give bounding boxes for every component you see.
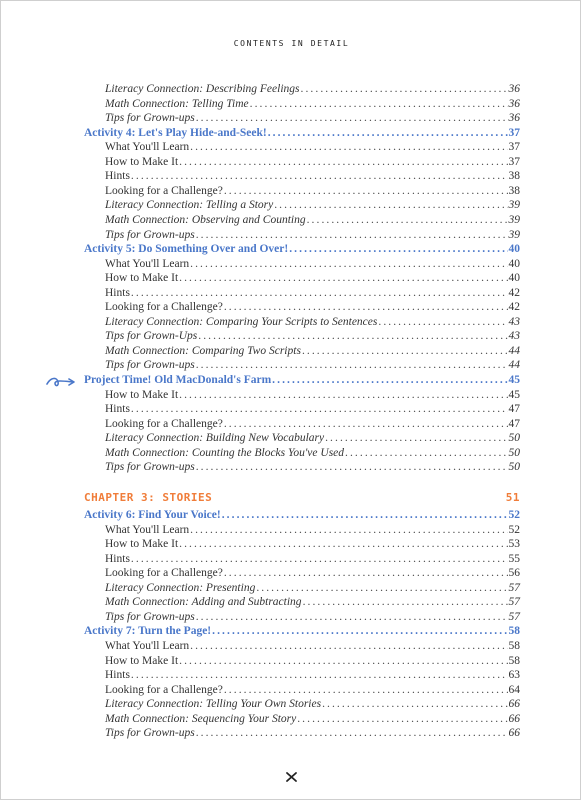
toc-activity-entry <box>84 374 520 388</box>
entry-page-number: 47 <box>508 417 520 430</box>
entry-title: What You'll Learn <box>105 523 190 536</box>
dot-leader <box>256 582 507 594</box>
dot-leader <box>250 98 508 110</box>
dot-leader <box>224 185 508 197</box>
toc-entry <box>105 345 520 359</box>
toc-entry <box>105 214 520 228</box>
entry-title: How to Make It <box>105 155 179 168</box>
entry-title: Looking for a Challenge? <box>105 567 223 580</box>
toc-entry <box>105 185 520 199</box>
entry-title: Literacy Connection: Comparing Your Scripts to Sentences <box>105 315 378 328</box>
entry-title: Activity 4: Let's Play Hide-and-Seek! <box>84 126 267 139</box>
dot-leader <box>196 112 508 124</box>
dot-leader <box>272 374 507 386</box>
entry-title: Looking for a Challenge? <box>105 417 223 430</box>
entry-title: How to Make It <box>105 654 179 667</box>
entry-page-number: 40 <box>508 257 520 270</box>
entry-page-number: 57 <box>508 581 520 594</box>
entry-page-number: 57 <box>508 610 520 623</box>
entry-title: Looking for a Challenge? <box>105 301 223 314</box>
entry-title: Project Time! Old MacDonald's Farm <box>84 374 272 386</box>
toc-entry <box>105 330 520 344</box>
dot-leader <box>222 509 508 521</box>
entry-title: Activity 5: Do Something Over and Over! <box>84 243 289 256</box>
entry-title: Math Connection: Sequencing Your Story <box>105 712 297 725</box>
entry-title: Tips for Grown-ups <box>105 727 195 740</box>
entry-page-number: 42 <box>508 301 520 314</box>
dot-leader <box>378 316 507 328</box>
entry-page-number: 40 <box>508 243 520 256</box>
entry-title: Literacy Connection: Telling a Story <box>105 199 274 212</box>
dot-leader <box>224 301 508 313</box>
entry-title: Tips for Grown-ups <box>105 112 195 125</box>
toc-activity-entry <box>84 127 520 141</box>
entry-page-number: 56 <box>508 567 520 580</box>
entry-page-number: 39 <box>508 199 520 212</box>
entry-page-number: 57 <box>508 596 520 609</box>
entry-page-number: 38 <box>508 184 520 197</box>
chapter-heading <box>84 491 520 504</box>
dot-leader <box>131 553 508 565</box>
entry-title: Math Connection: Counting the Blocks You've Used <box>105 446 345 459</box>
dot-leader <box>196 229 508 241</box>
entry-page-number: 66 <box>508 712 520 725</box>
dot-leader <box>274 199 507 211</box>
entry-page-number: 36 <box>508 83 520 95</box>
dot-leader <box>190 640 507 652</box>
dot-leader <box>307 214 508 226</box>
toc-entry <box>105 684 520 698</box>
toc-entry <box>105 170 520 184</box>
dot-leader <box>179 538 507 550</box>
entry-page-number: 50 <box>508 461 520 474</box>
toc-entry <box>105 727 520 741</box>
entry-page-number: 55 <box>508 552 520 565</box>
entry-title: Tips for Grown-ups <box>105 461 195 474</box>
dot-leader <box>224 567 508 579</box>
toc-entry <box>105 713 520 727</box>
toc-entry <box>105 669 520 683</box>
entry-page-number: 44 <box>508 344 520 357</box>
entry-title: How to Make It <box>105 538 179 551</box>
toc-entry <box>105 418 520 432</box>
entry-title: Literacy Connection: Telling Your Own Stories <box>105 698 322 711</box>
entry-page-number: 45 <box>508 374 520 386</box>
toc-entry <box>105 447 520 461</box>
dot-leader <box>179 156 507 168</box>
toc-entry <box>105 199 520 213</box>
dot-leader <box>303 596 508 608</box>
dot-leader <box>196 611 508 623</box>
entry-page-number: 37 <box>508 126 520 139</box>
entry-page-number: 43 <box>508 315 520 328</box>
scratch-cat-icon <box>285 771 298 783</box>
toc-entry <box>105 98 520 112</box>
dot-leader <box>196 727 508 739</box>
dot-leader <box>131 170 508 182</box>
toc-entry <box>105 596 520 610</box>
toc-entry <box>105 258 520 272</box>
entry-page-number: 36 <box>508 112 520 125</box>
toc-entry <box>105 112 520 126</box>
dot-leader <box>302 345 508 357</box>
toc-activity-entry <box>84 625 520 639</box>
entry-title: Literacy Connection: Presenting <box>105 581 256 594</box>
toc-entry <box>105 156 520 170</box>
entry-page-number: 37 <box>508 155 520 168</box>
entry-title: Tips for Grown-ups <box>105 359 195 372</box>
entry-page-number: 50 <box>508 446 520 459</box>
entry-title: Hints <box>105 552 130 565</box>
entry-page-number: 50 <box>508 432 520 445</box>
toc-entry <box>105 141 520 155</box>
entry-title: Math Connection: Adding and Subtracting <box>105 596 302 609</box>
dot-leader <box>224 418 508 430</box>
toc-entry <box>105 461 520 475</box>
dot-leader <box>131 287 508 299</box>
entry-page-number: 64 <box>508 683 520 696</box>
entry-page-number: 53 <box>508 538 520 551</box>
dot-leader <box>190 141 507 153</box>
toc-entry <box>105 83 520 97</box>
entry-title: How to Make It <box>105 388 179 401</box>
toc-entry <box>105 553 520 567</box>
entry-page-number: 52 <box>508 509 520 521</box>
entry-page-number: 38 <box>508 170 520 183</box>
toc-entry <box>105 567 520 581</box>
dot-leader <box>224 684 508 696</box>
toc-entry <box>105 432 520 446</box>
dot-leader <box>268 127 508 139</box>
dot-leader <box>198 330 507 342</box>
entry-title: Activity 6: Find Your Voice! <box>84 509 221 521</box>
dot-leader <box>212 625 507 637</box>
entry-page-number: 66 <box>508 698 520 711</box>
dot-leader <box>196 461 508 473</box>
toc-entry <box>105 611 520 625</box>
entry-page-number: 58 <box>508 654 520 667</box>
entry-page-number: 43 <box>508 330 520 343</box>
entry-title: How to Make It <box>105 272 179 285</box>
entry-title: Activity 7: Turn the Page! <box>84 625 212 638</box>
entry-title: Tips for Grown-ups <box>105 228 195 241</box>
entry-title: What You'll Learn <box>105 257 190 270</box>
entry-page-number: 58 <box>508 625 520 638</box>
dot-leader <box>179 655 507 667</box>
toc-entry <box>105 655 520 669</box>
dot-leader <box>179 389 507 401</box>
dot-leader <box>131 403 508 415</box>
entry-title: Math Connection: Comparing Two Scripts <box>105 344 301 357</box>
entry-title: Hints <box>105 286 130 299</box>
entry-page-number: 63 <box>508 669 520 682</box>
entry-title: Hints <box>105 403 130 416</box>
toc-activity-entry <box>84 243 520 257</box>
dot-leader <box>325 432 507 444</box>
dot-leader <box>345 447 507 459</box>
entry-title: Tips for Grown-Ups <box>105 330 198 343</box>
dot-leader <box>301 83 508 95</box>
entry-page-number: 42 <box>508 286 520 299</box>
entry-title: Looking for a Challenge? <box>105 683 223 696</box>
toc-entry <box>105 287 520 301</box>
dot-leader <box>179 272 507 284</box>
entry-page-number: 39 <box>508 213 520 226</box>
entry-title: Tips for Grown-ups <box>105 610 195 623</box>
entry-title: Hints <box>105 669 130 682</box>
entry-page-number: 37 <box>508 141 520 154</box>
dot-leader <box>322 698 507 710</box>
entry-title: Hints <box>105 170 130 183</box>
toc-entry <box>105 698 520 712</box>
entry-page-number: 39 <box>508 228 520 241</box>
toc-entry <box>105 389 520 403</box>
chapter-title: CHAPTER 3: STORIES <box>84 491 213 504</box>
entry-page-number: 36 <box>508 97 520 110</box>
entry-page-number: 58 <box>508 639 520 652</box>
entry-title: Math Connection: Observing and Counting <box>105 213 306 226</box>
dot-leader <box>190 524 507 536</box>
arrow-icon <box>45 375 77 389</box>
entry-page-number: 40 <box>508 272 520 285</box>
dot-leader <box>196 359 508 371</box>
entry-title: Literacy Connection: Building New Vocabulary <box>105 432 325 445</box>
toc-entry <box>105 403 520 417</box>
entry-title: Literacy Connection: Describing Feelings <box>105 83 300 95</box>
toc-entry <box>105 582 520 596</box>
toc-entry <box>105 359 520 373</box>
dot-leader <box>131 669 508 681</box>
toc-entry <box>105 316 520 330</box>
toc-entry <box>105 524 520 538</box>
entry-page-number: 47 <box>508 403 520 416</box>
dot-leader <box>297 713 507 725</box>
entry-title: Math Connection: Telling Time <box>105 97 249 110</box>
toc-entry <box>105 301 520 315</box>
toc-entry <box>105 640 520 654</box>
entry-page-number: 52 <box>508 523 520 536</box>
toc-entry <box>105 538 520 552</box>
entry-title: What You'll Learn <box>105 141 190 154</box>
entry-title: Looking for a Challenge? <box>105 184 223 197</box>
running-header: CONTENTS IN DETAIL <box>233 39 350 48</box>
entry-page-number: 66 <box>508 727 520 740</box>
entry-title: What You'll Learn <box>105 639 190 652</box>
dot-leader <box>190 258 507 270</box>
entry-page-number: 45 <box>508 388 520 401</box>
dot-leader <box>289 243 507 255</box>
entry-page-number: 44 <box>508 359 520 372</box>
toc-entry <box>105 272 520 286</box>
toc-entry <box>105 229 520 243</box>
chapter-page-number: 51 <box>505 491 520 504</box>
toc-activity-entry <box>84 509 520 523</box>
